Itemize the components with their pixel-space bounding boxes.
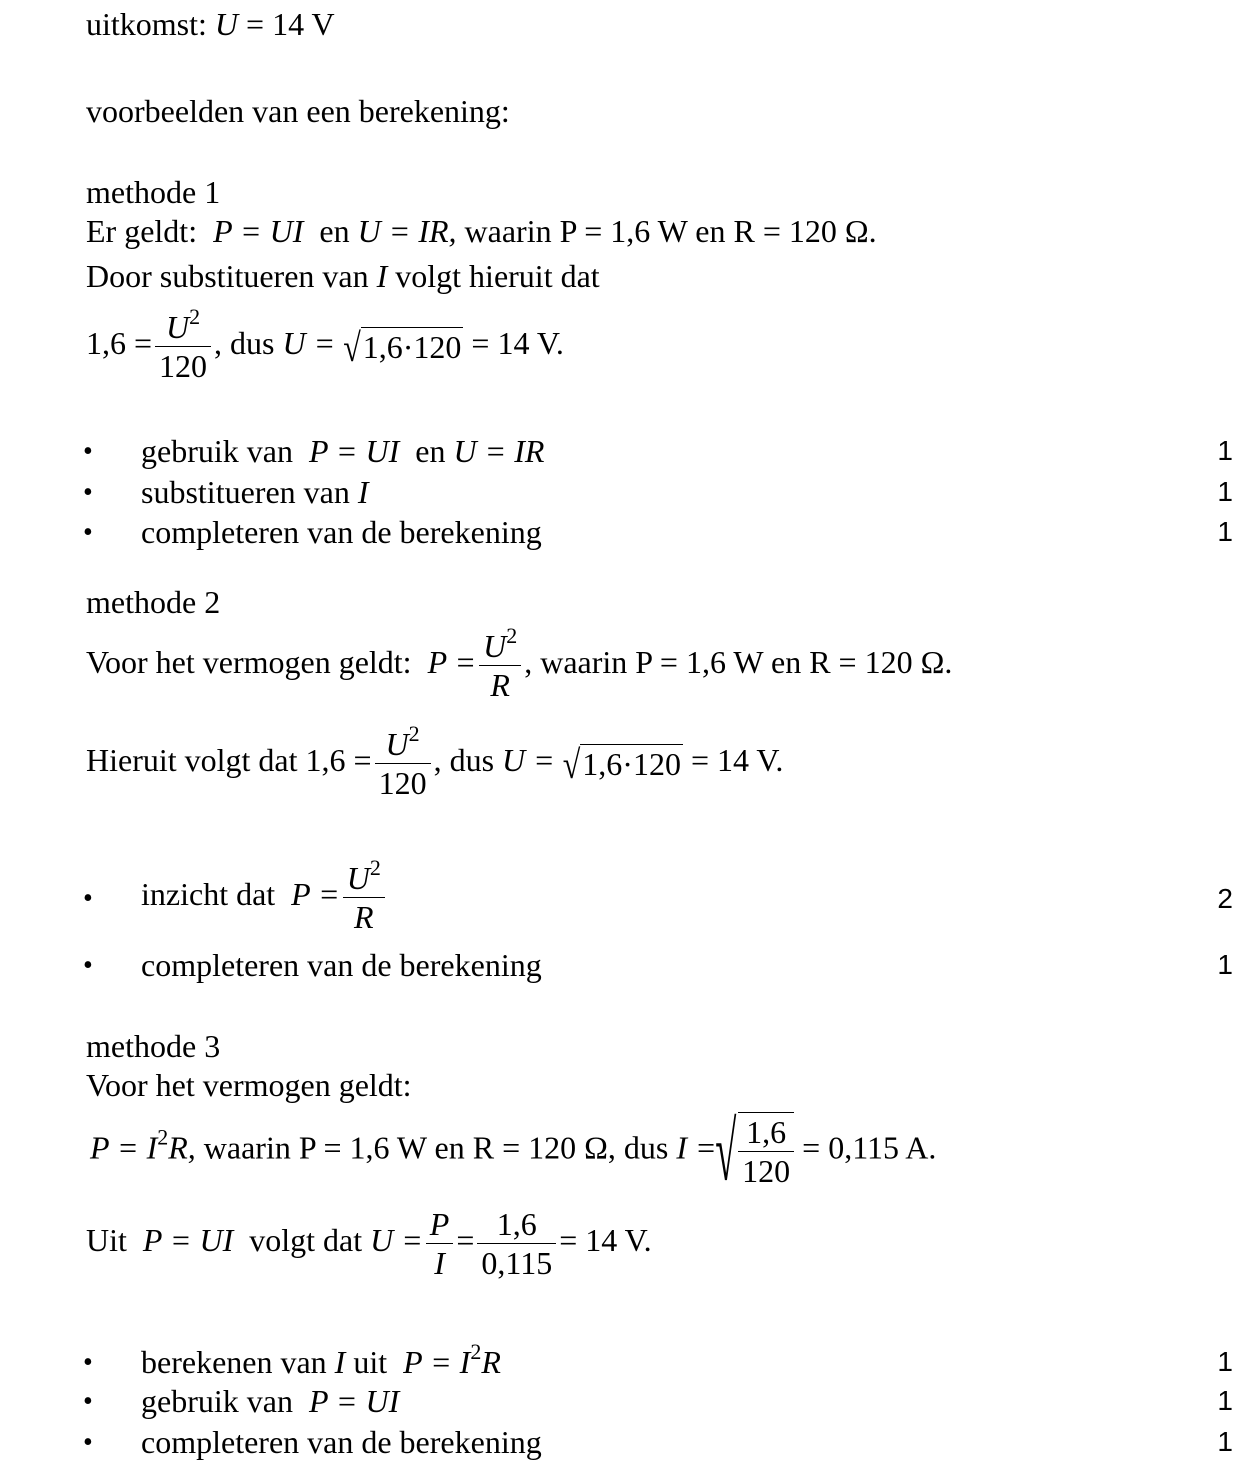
m1-line2: Door substitueren van I volgt hieruit dat [86, 258, 600, 294]
m3-bullet-1: berekenen van I uit $P = I^2R$ [141, 1339, 501, 1380]
square-root: √1,6·120 [343, 324, 462, 370]
m2-bullet-2: completeren van de berekening [141, 947, 542, 983]
m3-bullet-3: completeren van de berekening [141, 1424, 542, 1460]
bullet: • [83, 1386, 93, 1417]
m1-line1: Er geldt: P = UI en U = IR, waarin P = 1,6 W en R = 120 Ω. [86, 213, 877, 249]
m1-line3: 1,6 = $\frac{U^2}{120}$ , dus U = √1,6·120 = 14 V. [86, 304, 564, 384]
bullet: • [83, 1427, 93, 1458]
square-root: √ $\frac{1,6}{120}$ [717, 1112, 795, 1190]
bullet: • [83, 950, 93, 981]
score: 1 [1217, 949, 1233, 980]
m3-bullet-2: gebruik van P = UI [141, 1383, 400, 1419]
bullet: • [83, 517, 93, 548]
score: 1 [1217, 1346, 1233, 1377]
fraction: $\frac{1,6}{120}$ [738, 1113, 794, 1190]
m2-bullet-1: inzicht dat P = $\frac{U^2}{R}$ [141, 859, 388, 936]
score: 1 [1217, 1385, 1233, 1416]
square-root: √1,6·120 [562, 741, 681, 787]
result-line: uitkomst: U = 14 V [86, 6, 335, 42]
m2-title: methode 2 [86, 584, 221, 620]
bullet: • [83, 436, 93, 467]
m3-title: methode 3 [86, 1028, 221, 1064]
m3-line1: Voor het vermogen geldt: [86, 1067, 412, 1103]
bullet: • [83, 477, 93, 508]
m1-title: methode 1 [86, 174, 221, 210]
score: 1 [1217, 516, 1233, 547]
score: 1 [1217, 435, 1233, 466]
score: 1 [1217, 1426, 1233, 1457]
bullet: • [83, 883, 93, 914]
score: 2 [1217, 883, 1233, 914]
fraction: $\frac{U^2}{R}$ [343, 859, 385, 936]
m2-line2: Hieruit volgt dat 1,6 = $\frac{U^2}{120}$ , dus U = √1,6·120 = 14 V. [86, 721, 784, 801]
intro-line: voorbeelden van een berekening: [86, 93, 510, 129]
bullet: • [83, 1347, 93, 1378]
m1-bullet-2: substitueren van I [141, 474, 369, 510]
fraction: $\frac{P}{I}$ [426, 1205, 454, 1282]
m3-line2: $P = I^2R$, waarin P = 1,6 W en R = 120 Ω, dus I =√ $\frac{1,6}{120}$ = 0,115 A. [90, 1104, 937, 1198]
fraction: $\frac{1,6}{0,115}$ [477, 1205, 556, 1282]
fraction: $\frac{U^2}{R}$ [479, 627, 521, 704]
fraction: $\frac{U^2}{120}$ [375, 725, 431, 802]
score: 1 [1217, 476, 1233, 507]
m1-bullet-3: completeren van de berekening [141, 514, 542, 550]
m1-bullet-1: gebruik van P = UI en U = IR [141, 433, 545, 469]
m2-line1: Voor het vermogen geldt: P = $\frac{U^2}{R}$ , waarin P = 1,6 W en R = 120 Ω. [86, 623, 953, 703]
fraction: $\frac{U^2}{120}$ [155, 308, 211, 385]
m3-line3: Uit P = UI volgt dat U = $\frac{P}{I}$ = $\frac{1,6}{0,115}$ = 14 V. [86, 1206, 652, 1281]
